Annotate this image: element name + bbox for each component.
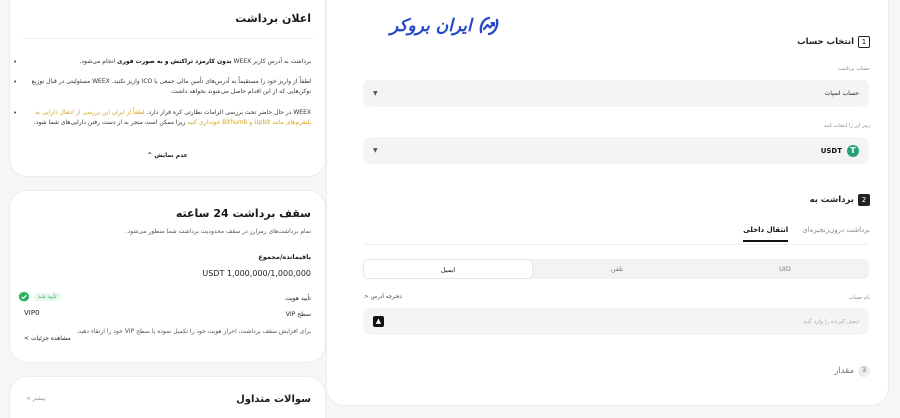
limit-title: سقف برداشت 24 ساعته — [175, 207, 311, 220]
recipient-type-selector — [363, 259, 869, 279]
notice-bullet-3: WEEX در حال حاضر تحت بررسی الزامات نظارتی کره قرار دارد. لطفاً از ایران این بررسی از انتقال دارایی به پلتفرم‌های مانند Upbit و Bithumb خودداری کنید زیرا ممکن است منجر به از دست رفتن دارایی‌های شما شود. • — [21, 108, 311, 128]
step-2-label: برداشت به — [809, 195, 854, 205]
withdrawal-notice-card — [9, 0, 326, 177]
step-1-number: 1 — [858, 36, 870, 48]
segment-email[interactable]: ایمیل — [363, 259, 533, 279]
site-logo — [390, 14, 501, 38]
recipient-input-wrapper — [363, 308, 869, 335]
divider — [22, 38, 313, 39]
remaining-label: باقیمانده/مجموع — [258, 253, 311, 261]
kyc-verified-badge — [18, 291, 61, 303]
kyc-label: تأیید هویت — [285, 295, 311, 302]
tabs-underline — [363, 244, 869, 245]
step-3-number: 3 — [858, 365, 870, 377]
address-book-link[interactable]: دفترچه آدرس < — [364, 294, 402, 300]
view-details-link[interactable]: مشاهده جزئیات > — [24, 335, 71, 342]
step-2-number: 2 — [858, 194, 870, 206]
chevron-up-icon: ^ — [147, 152, 153, 159]
faq-title: سوالات متداول — [236, 394, 311, 405]
tether-icon: T — [847, 145, 859, 157]
notice-title: اعلان برداشت — [235, 12, 311, 25]
notice-bullet-1: برداشت به آدرس کاربر WEEX بدون کارمزد تراکنش و به صورت فوری انجام می‌شود. • — [21, 57, 311, 67]
account-select-value: حساب اسپات — [824, 90, 859, 97]
recipient-input[interactable] — [659, 319, 859, 325]
step-3-header — [834, 365, 870, 377]
trend-logo-icon — [477, 14, 501, 38]
notice-bullet-2: لطفاً از واریز خود را مستقیماً به آدرس‌های تأمین مالی جمعی یا ICO واریز نکنید. WEEX مسئولیتی در قبال توزیع توکن‌هایی که از این اقدام حاصل می‌شوند نخواهد داشت. • — [21, 77, 311, 97]
kyc-status: تأیید شد — [34, 293, 61, 301]
account-field-label: حساب برداشت — [837, 66, 870, 72]
account-select[interactable] — [363, 80, 869, 107]
caret-down-icon: ▼ — [373, 90, 378, 97]
recipient-field-label: نام حساب — [848, 295, 870, 301]
logo-text: ایران بروکر — [390, 16, 472, 36]
upgrade-note: برای افزایش سقف برداشت، احراز هویت خود را تکمیل نموده یا سطح VIP خود را ارتقاء دهید. — [76, 328, 311, 335]
coin-select[interactable] — [363, 137, 869, 164]
chevron-left-icon: < — [26, 396, 31, 402]
verified-check-icon — [18, 291, 30, 303]
chevron-left-icon: < — [364, 294, 369, 300]
withdrawal-limit-card — [9, 190, 326, 363]
remaining-value: USDT 1,000,000/1,000,000 — [202, 269, 311, 278]
tab-internal-transfer[interactable]: انتقال داخلی — [743, 226, 788, 242]
tab-on-chain[interactable]: برداشت درون‌زنجیره‌ای — [802, 226, 870, 234]
step-1-label: انتخاب حساب — [797, 37, 854, 47]
step-3-label: مقدار — [834, 366, 854, 376]
caret-down-icon: ▼ — [373, 147, 378, 154]
step-2-header — [810, 194, 870, 206]
coin-select-value: USDT — [820, 146, 842, 155]
faq-card — [9, 376, 326, 418]
faq-more-link[interactable]: < بیشتر — [26, 396, 46, 402]
vip-value: VIP0 — [24, 309, 40, 317]
limit-description: تمام برداشت‌های رمزارز در سقف محدودیت برداشت شما منظور می‌شود. — [125, 228, 311, 235]
withdraw-method-tabs — [743, 226, 870, 242]
step-1-header — [797, 36, 870, 48]
withdraw-form-panel — [326, 0, 889, 406]
segment-phone[interactable]: تلفن — [610, 265, 624, 273]
show-less-toggle[interactable]: عدم نمایش ^ — [147, 152, 188, 159]
coin-field-label: رمز ارز را انتخاب کنید — [823, 123, 870, 129]
vip-label: سطح VIP — [285, 311, 311, 318]
segment-uid[interactable]: UID — [779, 265, 791, 273]
contacts-icon[interactable]: ▲ — [373, 316, 384, 327]
